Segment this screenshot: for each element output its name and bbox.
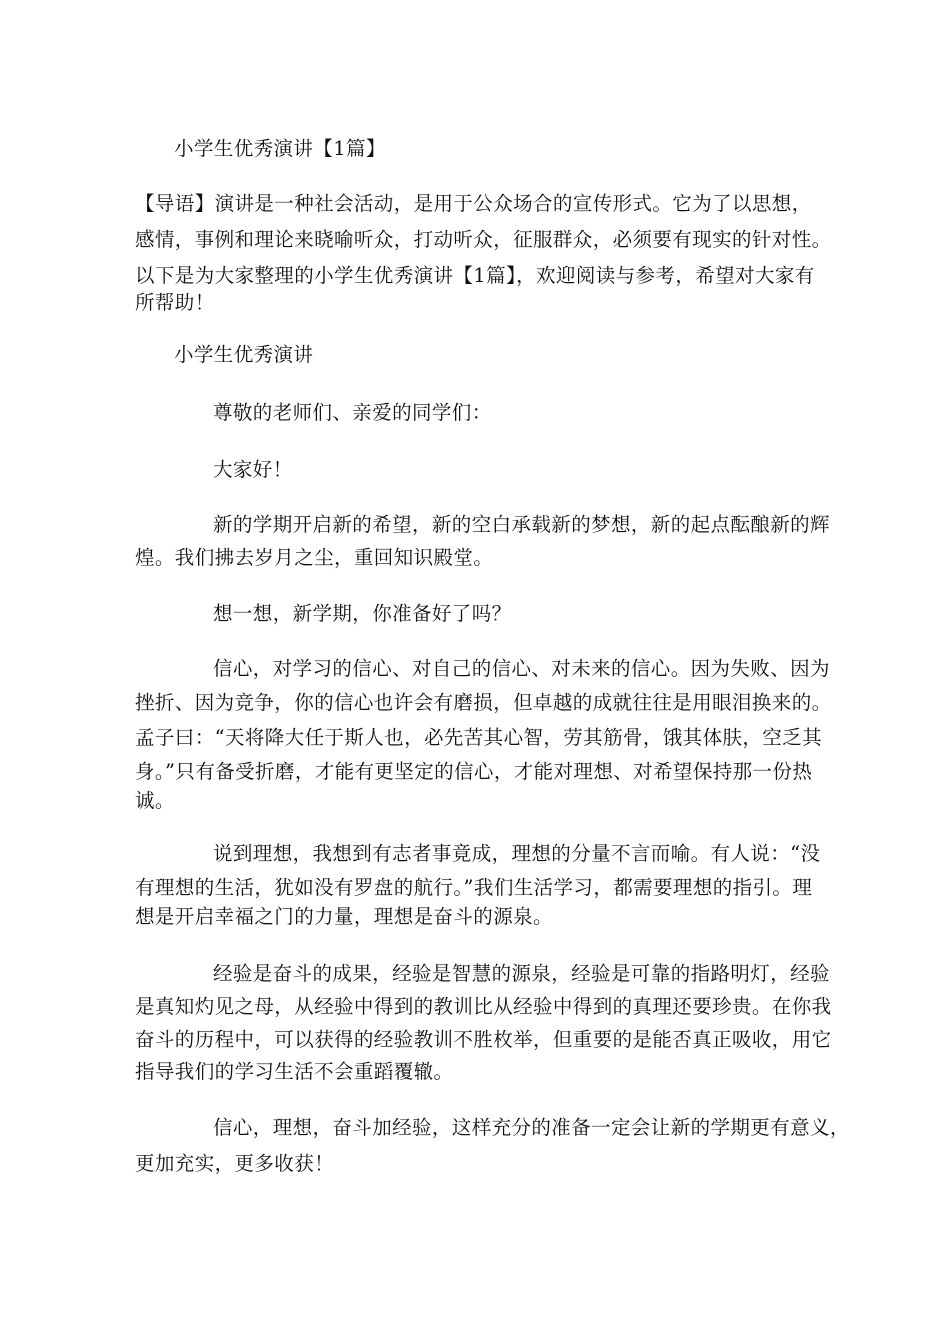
paragraph-line: 诚。 xyxy=(135,789,175,812)
document-title: 小学生优秀演讲【1篇】 xyxy=(174,137,386,160)
intro-line: 【导语】演讲是一种社会活动，是用于公众场合的宣传形式。它为了以思想， xyxy=(135,192,812,215)
intro-line: 所帮助！ xyxy=(135,291,215,314)
paragraph-line: 更加充实，更多收获！ xyxy=(135,1152,335,1175)
paragraph-line: 想一想，新学期，你准备好了吗？ xyxy=(213,602,512,625)
paragraph-line: 挫折、因为竞争，你的信心也许会有磨损，但卓越的成就往往是用眼泪换来的。 xyxy=(135,691,832,714)
paragraph-line: 信心，对学习的信心、对自己的信心、对未来的信心。因为失败、因为 xyxy=(213,657,830,680)
paragraph-line: 信心，理想，奋斗加经验，这样充分的准备一定会让新的学期更有意义， xyxy=(213,1116,850,1139)
paragraph-line: 新的学期开启新的希望，新的空白承载新的梦想，新的起点酝酿新的辉 xyxy=(213,513,830,536)
paragraph-line: 孟子曰：“天将降大任于斯人也，必先苦其心智，劳其筋骨，饿其体肤，空乏其 xyxy=(135,726,822,749)
paragraph-line: 奋斗的历程中，可以获得的经验教训不胜枚举，但重要的是能否真正吸收，用它 xyxy=(135,1028,832,1051)
paragraph-line: 有理想的生活，犹如没有罗盘的航行。”我们生活学习，都需要理想的指引。理 xyxy=(135,876,813,899)
speech-subtitle: 小学生优秀演讲 xyxy=(174,343,314,366)
greeting: 大家好！ xyxy=(213,458,293,481)
paragraph-line: 是真知灼见之母，从经验中得到的教训比从经验中得到的真理还要珍贵。在你我 xyxy=(135,995,832,1018)
intro-line: 感情，事例和理论来晓喻听众，打动听众，征服群众，必须要有现实的针对性。 xyxy=(135,228,832,251)
salutation: 尊敬的老师们、亲爱的同学们： xyxy=(213,401,492,424)
paragraph-line: 指导我们的学习生活不会重蹈覆辙。 xyxy=(135,1060,454,1083)
paragraph-line: 想是开启幸福之门的力量，理想是奋斗的源泉。 xyxy=(135,905,553,928)
paragraph-line: 煌。我们拂去岁月之尘，重回知识殿堂。 xyxy=(135,546,494,569)
paragraph-line: 身。”只有备受折磨，才能有更坚定的信心，才能对理想、对希望保持那一份热 xyxy=(135,760,813,783)
paragraph-line: 经验是奋斗的成果，经验是智慧的源泉，经验是可靠的指路明灯，经验 xyxy=(213,962,830,985)
paragraph-line: 说到理想，我想到有志者事竟成，理想的分量不言而喻。有人说：“没 xyxy=(213,842,821,865)
intro-line: 以下是为大家整理的小学生优秀演讲【1篇】，欢迎阅读与参考，希望对大家有 xyxy=(135,264,815,287)
